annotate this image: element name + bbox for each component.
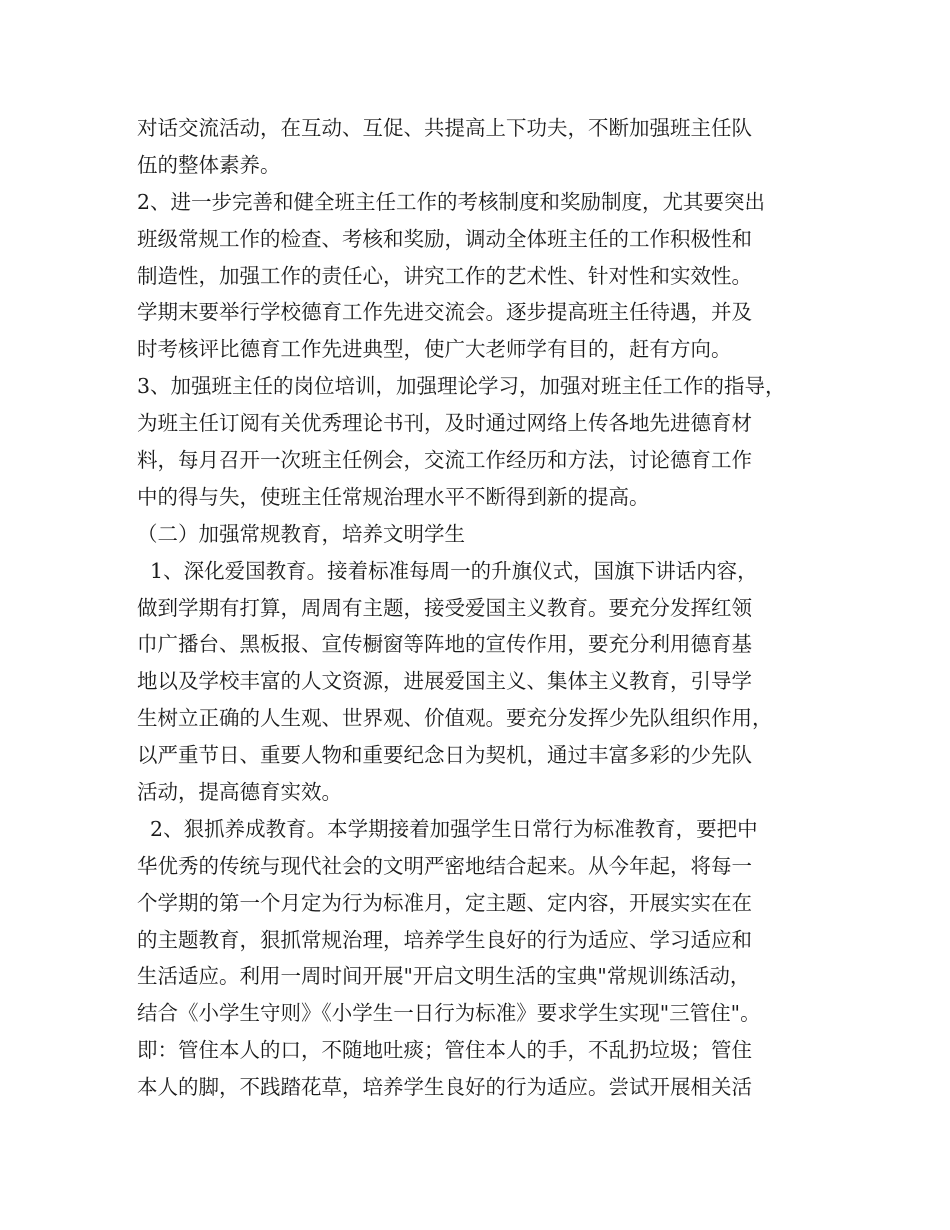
text-line: 2、进一步完善和健全班主任工作的考核制度和奖励制度，尤其要突出: [137, 189, 766, 214]
text-line: 中的得与失，使班主任常规治理水平不断得到新的提高。: [137, 484, 650, 509]
text-line: 1、深化爱国教育。接着标准每周一的升旗仪式，国旗下讲话内容，: [137, 558, 758, 583]
text-line: 以严重节日、重要人物和重要纪念日为契机，通过丰富多彩的少先队: [137, 743, 752, 768]
text-line: 班级常规工作的检查、考核和奖励，调动全体班主任的工作积极性和: [137, 226, 752, 251]
text-line: 制造性，加强工作的责任心，讲究工作的艺术性、针对性和实效性。: [137, 263, 752, 288]
text-line: 做到学期有打算，周周有主题，接受爱国主义教育。要充分发挥红领: [137, 595, 752, 620]
text-line: 本人的脚，不践踏花草，培养学生良好的行为适应。尝试开展相关活: [137, 1075, 752, 1100]
text-line: 华优秀的传统与现代社会的文明严密地结合起来。从今年起，将每一: [137, 853, 752, 878]
text-line: 生活适应。利用一周时间开展"开启文明生活的宝典"常规训练活动，: [137, 964, 751, 989]
text-line: 巾广播台、黑板报、宣传橱窗等阵地的宣传作用，要充分利用德育基: [137, 632, 752, 657]
text-line: 料，每月召开一次班主任例会，交流工作经历和方法，讨论德育工作: [137, 448, 752, 473]
text-line: 即：管住本人的口，不随地吐痰；管住本人的手，不乱扔垃圾；管住: [137, 1038, 752, 1063]
text-line: 地以及学校丰富的人文资源，进展爱国主义、集体主义教育，引导学: [137, 669, 752, 694]
text-line: 的主题教育，狠抓常规治理，培养学生良好的行为适应、学习适应和: [137, 927, 752, 952]
text-line: 为班主任订阅有关优秀理论书刊，及时通过网络上传各地先进德育材: [137, 411, 752, 436]
text-line: 学期末要举行学校德育工作先进交流会。逐步提高班主任待遇，并及: [137, 300, 752, 325]
text-line: 生树立正确的人生观、世界观、价值观。要充分发挥少先队组织作用，: [137, 706, 773, 731]
body-text: [137, 110, 827, 1106]
text-line: 个学期的第一个月定为行为标准月，定主题、定内容，开展实实在在: [137, 890, 752, 915]
text-line: 结合《小学生守则》《小学生一日行为标准》要求学生实现"三管住"。: [137, 1001, 761, 1026]
text-line: 伍的整体素养。: [137, 152, 281, 177]
text-line: 活动，提高德育实效。: [137, 780, 342, 805]
section-heading: （二）加强常规教育，培养文明学生: [137, 521, 465, 546]
text-line: 3、加强班主任的岗位培训，加强理论学习，加强对班主任工作的指导，: [137, 374, 786, 399]
text-line: 2、狠抓养成教育。本学期接着加强学生日常行为标准教育，要把中: [137, 816, 758, 841]
text-line: 时考核评比德育工作先进典型，使广大老师学有目的，赶有方向。: [137, 337, 732, 362]
text-line: 对话交流活动，在互动、互促、共提高上下功夫，不断加强班主任队: [137, 116, 752, 140]
